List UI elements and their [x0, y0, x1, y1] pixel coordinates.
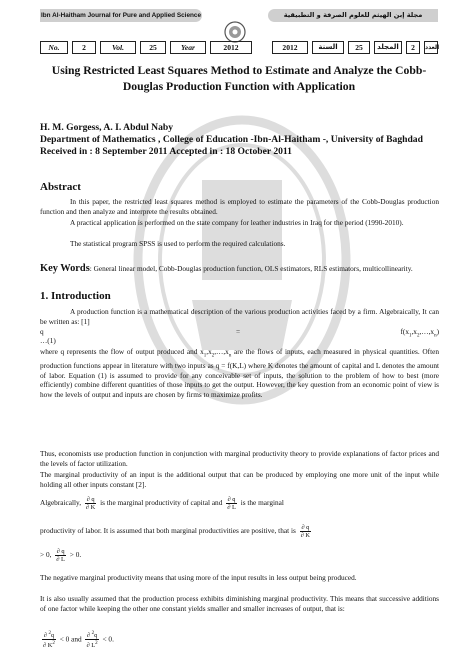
dq-dl-positive-fraction: $\frac{\partial q}{\partial L}$ [56, 548, 65, 563]
issue-number-label: No. [40, 41, 68, 54]
equation-1-number: …(1) [40, 336, 56, 345]
dq-dk-positive-fraction: $\frac{\partial q}{\partial K}$ [300, 524, 311, 539]
journal-name-english: Ibn Al-Haitham Journal for Pure and Applied Science [40, 9, 202, 22]
issue-number-value-arabic-side: 2 [406, 41, 420, 54]
d2q-dk2-fraction: $\frac{\partial ^2q}{\partial K^2}$ [43, 631, 55, 650]
dq-dl-fraction: $\frac{\partial q}{\partial L}$ [227, 496, 236, 511]
intro-paragraph-4: The marginal productivity of an input is the additional output that can be produced by employing one more unit of the input while holding all other inputs constant [2]. [40, 470, 439, 489]
issue-number-value: 2 [72, 41, 96, 54]
d2q-dl2-fraction: $\frac{\partial ^2q}{\partial L^2}$ [86, 631, 98, 650]
intro-paragraph-2: where q represents the flow of output produced and $x_1,x_2,\dots,x_n$ are the flows of inputs, each measured in physical quantities. Often production functions appear in literature with two inputs as q = f(K,L) where K denotes the amount of capital and L denotes the amount of labor. Equation (1) is assumed to provide for any conceivable set of inputs, the solution to the problem of how to best (more efficiently) combine different quantities of those inputs to get the output. However, the key question from an economic point of view is how the levels of output and inputs are chosen by firms to maximize profits. [40, 347, 440, 399]
intro-paragraph-8: It is also usually assumed that the production process exhibits diminishing marginal productivity. This means that successive additions of one factor while keeping the other one constant yields smaller and smaller increases of output, that is: [40, 594, 439, 613]
abstract-paragraph-2: A practical application is performed on the state company for leather industries in Iraq for the period (1990-2010). [70, 218, 404, 227]
abstract-paragraph-3: The statistical program SPSS is used to perform the required calculations. [70, 239, 286, 248]
equation-1-equals: = [236, 327, 241, 336]
intro-paragraph-7: The negative marginal productivity means that using more of the input results in less output being produced. [40, 573, 357, 582]
year-value-arabic-side: 2012 [272, 41, 308, 54]
diminishing-conditions: $\frac{\partial ^2q}{\partial K^2}$ < 0 and $\frac{\partial ^2q}{\partial L^2}$ < 0. [43, 631, 114, 650]
volume-label-arabic: المجلد [374, 41, 402, 54]
dq-dk-fraction: $\frac{\partial q}{\partial K}$ [85, 496, 96, 511]
year-label-arabic: السنة [312, 41, 344, 54]
year-label: Year [170, 41, 206, 54]
received-accepted-dates: Received in : 8 September 2011 Accepted in : 18 October 2011 [40, 146, 292, 157]
issue-number-label-arabic: العدد [424, 41, 438, 54]
keywords-text: : General linear model, Cobb-Douglas production function, OLS estimators, RLS estimators, multicollinearity. [89, 264, 413, 273]
keywords [40, 264, 439, 274]
paper-title: Using Restricted Least Squares Method to Estimate and Analyze the Cobb-Douglas Production Function with Application [51, 64, 427, 93]
volume-label: Vol. [100, 41, 136, 54]
issue-info-bar [40, 41, 438, 55]
abstract-paragraph-1: In this paper, the restricted least squares method is employed to estimate the parameters of the Cobb-Douglas production function and then analyze and interprete the results obtained. [40, 197, 439, 216]
intro-paragraph-3: Thus, economists use production function in conjunction with marginal productivity theory to provide explanations of factor prices and the levels of factor utilization. [40, 449, 439, 468]
intro-paragraph-6: productivity of labor. It is assumed that both marginal productivities are positive, that is $\frac{\partial q}{\partial K}$ [40, 524, 311, 539]
keywords-label: Key Words [40, 263, 90, 274]
journal-logo-icon [224, 21, 246, 43]
year-value: 2012 [210, 41, 252, 54]
author-names: H. M. Gorgess, A. I. Abdul Naby [40, 122, 174, 133]
equation-1-rhs: $f(x_1,x_2,\dots,x_n)$ [400, 327, 439, 339]
positivity-conditions: > 0, $\frac{\partial q}{\partial L}$ > 0. [40, 548, 82, 563]
introduction-heading: 1. Introduction [40, 290, 111, 302]
volume-value-arabic-side: 25 [348, 41, 370, 54]
intro-paragraph-1: A production function is a mathematical description of the various production activities faced by a firm. Algebraically, It can be written as: [1] [40, 307, 439, 326]
journal-name-arabic: مجلة إبن الهيثم للعلوم الصرفة و التطبيقية [268, 9, 438, 22]
abstract-heading: Abstract [40, 181, 81, 193]
author-affiliation: Department of Mathematics , College of Education -Ibn-Al-Haitham -, University of Baghdad [40, 134, 423, 145]
equation-1-lhs: q [40, 327, 44, 336]
intro-paragraph-5: Algebraically, $\frac{\partial q}{\partial K}$ is the marginal productivity of capital and $\frac{\partial q}{\partial L}$ is the marginal [40, 496, 284, 511]
author-block [40, 122, 440, 158]
volume-value: 25 [140, 41, 166, 54]
